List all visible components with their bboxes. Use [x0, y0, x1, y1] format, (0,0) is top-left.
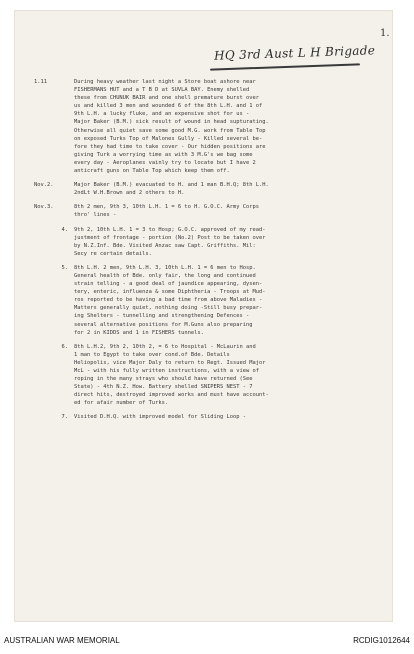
entry-line: 8th L.H.2, 9th 2, 10th 2, = 6 to Hospital - McLaurin and [74, 343, 256, 350]
entry-line: Matters generally quiet, nothing doing -Still busy prepar- [74, 305, 263, 312]
entry-line: Heliopolis, vice Major Daly to return to Regt. Issued Major [74, 359, 266, 366]
entry-date: 1.11 [34, 79, 47, 85]
entry-line: justment of frontage - portion (No.2) Post to be taken over [74, 234, 266, 241]
entry-line: on exposed Turks Top of Malones Gully - Killed several be- [74, 135, 263, 142]
entry-date: 5. [61, 264, 68, 271]
entry-text [74, 181, 384, 197]
entry-line: FISHERMANS HUT and a T B D at SUVLA BAY. Enemy shelled [74, 87, 250, 94]
entry-line: 8th L.H. 2 men, 9th L.H. 3, 10th L.H. 1 = 6 men to Hosp. [74, 264, 256, 271]
entry-line: anticraft guns on Table Top which keep them off. [74, 168, 230, 175]
entry-line: 8th 2 men, 9th 3, 10th L.H. 1 = 6 to H. G.O.C. Army Corps [74, 204, 259, 211]
diary-entry [34, 343, 384, 408]
entry-text [74, 78, 384, 175]
entry-line: Major Baker (B.M.) sick result of wound in head supturating. [74, 119, 269, 126]
entry-line: fore they had time to take cover - Our hidden positions are [74, 143, 266, 150]
diary-entry [34, 264, 384, 337]
entry-line: Visited D.H.Q. with improved model for Sliding Loop - [74, 414, 247, 421]
document-page [14, 10, 393, 622]
entry-line: McL - with his fully written instructions, with a view of [74, 368, 259, 374]
entry-line: 9th 2, 10th L.H. 1 = 3 to Hosp; G.O.C. approved of my read- [74, 226, 266, 233]
entry-line: roping in the many strays who should have returned (See [74, 376, 253, 383]
entry-date: 7. [61, 414, 68, 421]
archive-footer [0, 636, 414, 650]
diary-entry [34, 203, 384, 219]
heading-underline [210, 63, 360, 70]
entry-line: ing Shelters - tunnelling and strengthening Defences - [74, 313, 250, 320]
entry-line: these from CHUNUK BAIR and one shell premature burst over [74, 95, 259, 102]
entry-text [74, 343, 384, 408]
entry-line: During heavy weather last night a Store boat ashore near [74, 79, 256, 85]
entry-text [74, 264, 384, 337]
entry-date: Nov.2. [34, 182, 54, 189]
entry-line: Major Baker (B.M.) evacuated to H. and 1 man B.H.Q; 8th L.H. [74, 182, 269, 189]
diary-entry [34, 226, 384, 258]
page-number: 1. [380, 28, 390, 39]
archive-name: AUSTRALIAN WAR MEMORIAL [4, 636, 120, 645]
entry-line: Otherwise all quiet save some good M.G. work from Table Top [74, 127, 266, 134]
entry-line: by N.Z.Inf. Bde. Visited Anzac saw Capt. Griffiths. Mil: [74, 242, 256, 249]
diary-entries [34, 78, 384, 428]
entry-line: giving Turk a worrying time as with 3 M.G's we bag some [74, 151, 253, 158]
entry-text [74, 413, 384, 421]
entry-line: for 2 in KIDDS and 1 in FISHERS tunnels. [74, 329, 204, 336]
entry-line: General health of Bde. only fair, the long and continued [74, 272, 256, 279]
entry-line: ros reported to be having a bad time from above Maladies - [74, 297, 263, 304]
entry-line: several alternative positions for M.Guns also preparing [74, 321, 253, 328]
entry-text [74, 226, 384, 258]
entry-line: every day - Aeroplanes vainly try to locate but I have 2 [74, 159, 256, 166]
entry-line: 2ndLt W.H.Brown and 2 others to H. [74, 190, 185, 197]
entry-line: Secy re certain details. [74, 250, 152, 257]
diary-entry [34, 181, 384, 197]
handwritten-heading: HQ 3rd Aust L H Brigade [213, 43, 376, 63]
entry-text [74, 203, 384, 219]
entry-line: tery, enteric, influenza & some Diphtheria - Troops at Mud- [74, 289, 266, 296]
diary-entry [34, 78, 384, 175]
entry-line: thro' lines - [74, 212, 117, 219]
entry-line: us and killed 3 men and wounded 6 of the 8th L.H. and 1 of [74, 103, 263, 110]
archive-reference: RCDIG1012644 [353, 636, 410, 645]
entry-line: 1 man to Egypt to take over cond.of Bde. Details [74, 351, 230, 358]
entry-line: 9th L.H. a lucky fluke, and an expensive shot for us - [74, 111, 250, 118]
entry-line: ed for afair number of Turks. [74, 400, 169, 407]
entry-date: 6. [61, 343, 68, 350]
entry-date: Nov.3. [34, 204, 54, 211]
entry-line: State) - 4th N.Z. How. Battery shelled SNIPERS NEST - 7 [74, 384, 253, 391]
diary-entry [34, 413, 384, 421]
entry-date: 4. [61, 226, 68, 233]
entry-line: strain telling - a good deal of jaundice appearing, dysen- [74, 281, 263, 288]
entry-line: direct hits, destroyed improved works and must have account- [74, 392, 269, 399]
